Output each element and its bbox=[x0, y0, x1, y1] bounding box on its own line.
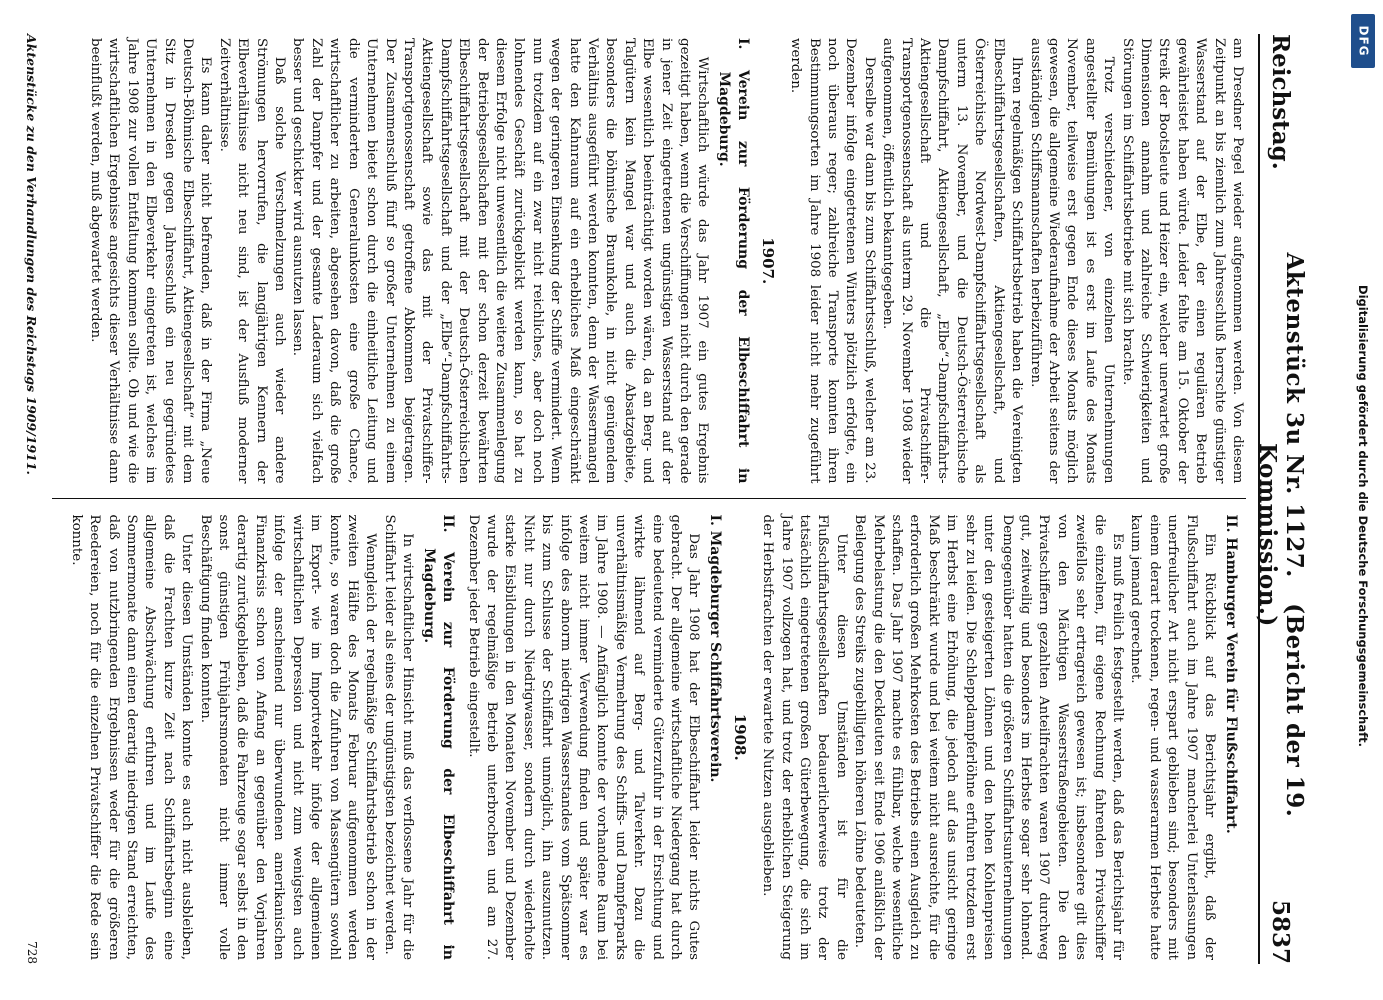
page-footer bbox=[20, 34, 44, 964]
footer-source: Aktenstücke zu den Verhandlungen des Reichstags 1909/1911. bbox=[24, 34, 40, 475]
paragraph: Ein Rückblick auf das Berichtsjahr ergibt, daß der Flußschiffahrt auch im Jahre 1907 mancherlei Unterlassungen unerfreulicher Art nicht erspart geblieben sind; besonders mit einem derart trockenen, regen- und wasserarmen Herbste hatte kaum jemand gerechnet. bbox=[1128, 514, 1217, 960]
header-reichstag: Reichstag. bbox=[1267, 34, 1295, 170]
paragraph: Es kann daher nicht befremden, daß in der Firma „Neue Deutsch-Böhmische Elbeschiffahrt, Aktiengesellschaft“ mit dem Sitz in Dresden gegen Jahresschluß ein neu gegründetes Unternehmen in den Elbeverkehr eingetreten ist, welches im Jahre 1908 zur vollen Entfaltung kommen sollte. Ob und wie die wirtschaftlichen Ergebnisse angesichts dieser Verhältnisse dann beeinflußt werden, muß abgewartet werden. bbox=[88, 38, 214, 484]
year-heading: 1907. bbox=[758, 237, 777, 285]
section-heading: I. Magdeburger Schiffahrtsverein. bbox=[707, 514, 724, 783]
footer-sheet-number: 728 bbox=[25, 941, 39, 964]
paragraph: Derselbe war dann bis zum Schiffahrtsschluß, welcher am 23. Dezember infolge eingetretenen Winters plötzlich erfolgte, ein noch überaus reger; zahlreiche Transporte konnten ihren Bestimmungsorten im Jahre 1908 leider nicht mehr zugeführt werden. bbox=[788, 38, 877, 484]
text-columns bbox=[52, 34, 1246, 964]
dfg-logo bbox=[1351, 14, 1375, 68]
header-aktenstueck: Aktenstück 3u Nr. 1127. bbox=[1281, 252, 1308, 578]
paragraph: Wirtschaftlich würde das Jahr 1907 ein gutes Ergebnis gezeitigt haben, wenn die Verschiffungen nicht durch den gerade in jener Zeit eingetretenen ungünstigen Wasserstand auf der Elbe wesentlich beeinträchtigt worden wären, da an Berg- und Talgütern kein Mangel war und auch die Absatzgebiete, besonders die böhmische Braunkohle, in nicht genügendem Verhältnis ausgeführt werden konnten, denn der Wassermangel hatte den Kahnraum auf ein erhebliches Maß eingeschränkt wegen der geringeren Einsenkung der Schiffe vermindert. Wenn nun trotzdem auf ein zwar nicht reichliches, aber doch noch lohnendes Geschäft zurückgeblickt werden kann, so hat zu diesem Erfolge nicht unwesentlich die weitere Zusammenlegung der Betriebsgesellschaften mit der schon derzeit bewährten Elbeschiffahrtsgesellschaft mit der Deutsch-Österreichischen Dampfschiffahrtsgesellschaft und der „Elbe“-Dampfschiffahrts-Aktiengesellschaft sowie das mit der Privatschiffer-Transportgenossenschaft getroffene Abkommen beigetragen. Der Zusammenschluß fünf so großer Unternehmen zu einem Unternehmen bietet schon durch die einheitliche Leitung und die verminderten Generalunkosten eine große Chance, wirtschaftlicher zu arbeiten, abgesehen davon, daß die große Zahl der Dampfer und der gesamte Laderaum sich vielfach besser und geschickter wird ausnutzen lassen. bbox=[290, 38, 711, 484]
header-kommission: (Bericht der 19. Kommission.) bbox=[1254, 442, 1308, 818]
page-number: 5837 bbox=[1267, 899, 1295, 964]
paragraph: Es muß freilich festgestellt werden, daß das Berichtsjahr für die einzelnen, für eigene Rechnung fahrenden Privatschiffer zweifellos sehr ertragreich gewesen ist; insbesondere gilt dies von den Mächtigen Wasserstraßengebieten. Die den Privatschiffern gezahlten Anteilfrachten waren 1907 durchweg gut, zeitweilig und besonders im Herbste sogar sehr lohnend. Demgegenüber hatten die größeren Schiffahrtsunternehmungen unter den gesteigerten Löhnen und den hohen Kohlenpreisen sehr zu leiden. Die Schleppdampferlöhne erfuhren trotzdem erst im Herbst eine Erhöhung, die jedoch auf das unsicht geringe Maß beschränkt wurde und bei weitem nicht ausreichte, für die erforderlich großen Mehrkosten des Betriebs einen Ausgleich zu schaffen. Das Jahr 1907 machte es fühlbar, welche wesentliche Mehrbelastung die den Deckleuten seit Ende 1906 anläßlich der Beilegung des Streiks zugebilligten höheren Löhne bedeuteten. bbox=[852, 514, 1125, 960]
paragraph: Trotz verschiedener, von einzelnen Unternehmungen angestellter Bemühungen ist es erst im Laufe des Monats November, teilweise erst gegen Ende dieses Monats möglich gewesen, die allgemeine Wiederaufnahme der Arbeit seitens der ausständigen Schiffsmannschaften herbeizuführen. bbox=[1027, 38, 1117, 484]
paragraph: Unter diesen Umständen konnte es auch nicht ausbleiben, daß die Frachten kurze Zeit nach Schiffahrtsbeginn eine allgemeine Abschwächung erfuhren und im Laufe des Sommermonate dann einen derartig niedrigen Stand erreichten, daß von nutzbringenden Ergebnissen weder für die größeren Reedereien, noch für die einzelnen Privatschiffer die Rede sein konnte. bbox=[68, 514, 195, 960]
paragraph: Ihren regelmäßigen Schiffahrtsbetrieb haben die Vereinigten Elbeschiffahrtsgesellschaften, Aktiengesellschaft, und Österreichische Nordwest-Dampfschiffahrtsgesellschaft als unterm 13. November, und die Deutsch-Österreichische Dampfschiffahrt, Aktiengesellschaft, „Elbe“-Dampfschiffahrts-Aktiengesellschaft und die Privatschiffer-Transportgenossenschaft als unterm 29. November 1908 wieder aufgenommen, öffentlich bekanntgegeben. bbox=[880, 38, 1025, 484]
year-heading: 1908. bbox=[730, 713, 749, 761]
paragraph: In wirtschaftlicher Hinsicht muß das verflossene Jahr für die Schiffahrt leider als eines der ungünstigsten bezeichnet werden. bbox=[381, 514, 416, 960]
paragraph: Das Jahr 1908 hat der Elbeschiffahrt leider nichts Gutes gebracht. Der allgemeine wirtschaftliche Niedergang hat durch eine bedeutend verminderte Güterzufuhr in der Ersichtung und wirkte lähmend auf Berg- und Talverkehr. Dazu die unverhältnismäßige Vermehrung des Schiffs- und Dampferparks im Jahre 1908. — Anfänglich konnte der vorhandene Raum bei weitem nicht immer Verwendung finden und später war es infolge des abnorm niedrigen Wasserstandes vom Spätsommer bis zum Schlusse der Schiffahrt unmöglich, ihn auszunutzen. Nicht nur durch Niedrigwasser, sondern durch wiederholte starke Eisbildungen in den Monaten November und Dezember wurde der regelmäßige Betrieb unterbrochen und am 27. Dezember jeder Betrieb eingestellt. bbox=[465, 514, 702, 960]
paragraph: Unter diesen Umständen ist für die Flußschiffahrtsgesellschaften bedauerlicherweise trotz der tatsächlich eingetretenen großen Güterbewegung, die sich im Jahre 1907 vollzogen hat, und trotz der erheblichen Steigerung der Herbstfrachten der erwartete Nutzen ausgeblieben. bbox=[760, 514, 849, 960]
column-left bbox=[52, 34, 1246, 498]
paragraph: am Dresdner Pegel wieder aufgenommen werden. Von diesem Zeitpunkt an bis ziemlich zum Jahresschluß herrschte günstiger Wasserstand auf der Elbe, der einen regulären Betrieb gewährleistet haben würde. Leider fehlte am 15. Oktober der Streik der Bootsleute und Heizer ein, welcher unerwartet große Dimensionen annahm und zahlreiche Schwierigkeiten und Störungen im Schiffahrtsbetriebe mit sich brachte. bbox=[1119, 38, 1245, 484]
paragraph: Daß solche Verschmelzungen auch wieder andere Strömungen hervorrufen, die langjährigen Kennern der Elbeverhältnisse nicht neu sind, ist der Ausfluß moderner Zeitverhältnisse. bbox=[216, 38, 288, 484]
funding-note bbox=[1351, 76, 1375, 956]
section-heading: I. Verein zur Förderung der Elbeschiffahrt in Magdeburg. bbox=[716, 38, 752, 484]
page-header bbox=[1254, 34, 1308, 964]
section-heading: II. Hamburger Verein für Flußschiffahrt. bbox=[1223, 514, 1239, 834]
header-title bbox=[1254, 170, 1308, 900]
funding-note-text: Digitalisierung gefördert durch die Deutsche Forschungsgemeinschaft. bbox=[1356, 285, 1370, 747]
dfg-logo-text: DFG bbox=[1356, 25, 1371, 57]
digitization-sidebar bbox=[1345, 14, 1377, 986]
column-right bbox=[52, 498, 1246, 965]
paragraph: Wenngleich der regelmäßige Schiffahrtsbetrieb schon in der zweiten Hälfte des Monats Februar aufgenommen werden konnte, so waren doch die Zufuhren von Massengütern sowohl im Export- wie im Importverkehr infolge der allgemeinen wirtschaftlichen Depression und nicht zum wenigsten auch infolge der anscheinend nur überwundenen amerikanischen Finanzkrisis schon von Anfang an gegenüber den Vorjahren derartig zurückgeblieben, daß die Fahrzeuge sogar selbst in den sonst günstigen Frühjahrsmonaten nicht immer volle Beschäftigung finden konnten. bbox=[197, 514, 379, 960]
section-heading: II. Verein zur Förderung der Elbeschiffahrt in Magdeburg. bbox=[421, 514, 457, 960]
